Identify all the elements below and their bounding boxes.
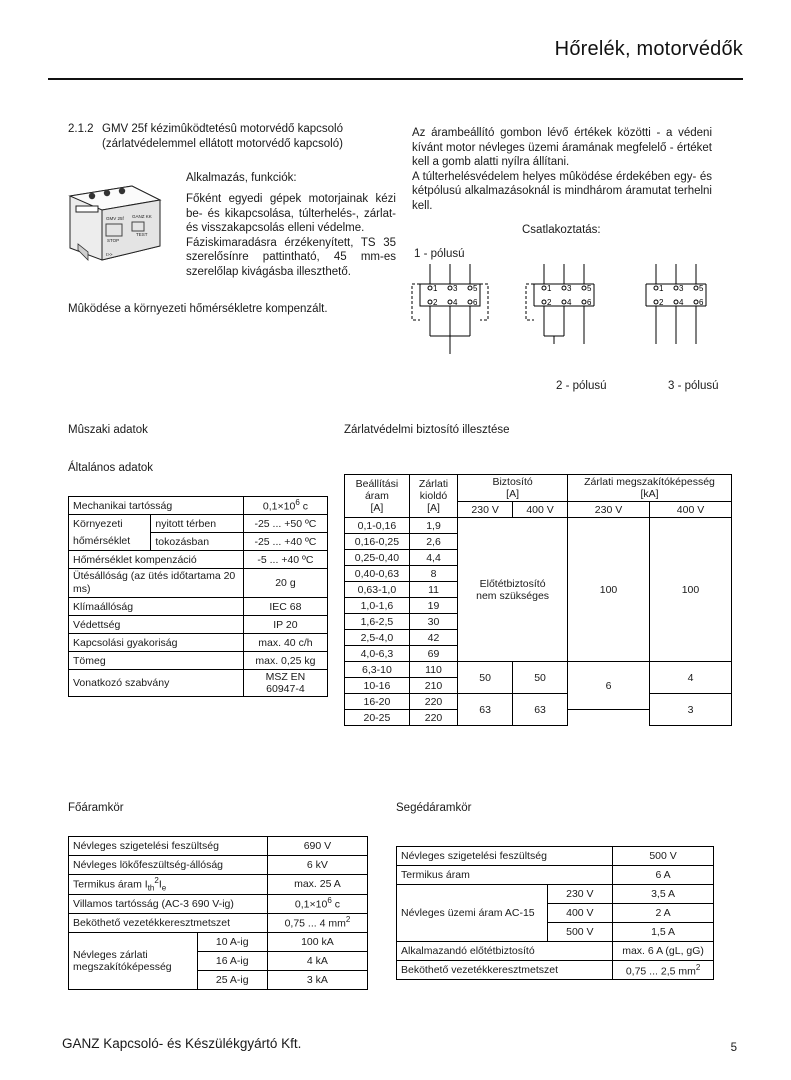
svg-text:1: 1: [547, 284, 552, 293]
cell-name: hőmérséklet: [69, 533, 151, 551]
svg-text:5: 5: [473, 284, 478, 293]
cell-value: -5 ... +40 ºC: [243, 551, 327, 569]
cell-range: 0,63-1,0: [345, 582, 410, 598]
svg-text:1: 1: [659, 284, 664, 293]
cell-bc-400-top: 100: [649, 518, 731, 662]
cell-range: 4,0-6,3: [345, 646, 410, 662]
cell-rating: 16 A-ig: [197, 951, 267, 970]
svg-text:1: 1: [433, 284, 438, 293]
cell-value: $0,1\times 10^6$ c: [267, 894, 367, 913]
label-technical-data: Mûszaki adatok: [68, 424, 148, 436]
cell-trip: 42: [409, 630, 457, 646]
cell-value: 20 g: [243, 569, 327, 598]
pole2-label: 2 - pólusú: [556, 380, 607, 392]
cell-trip: 4,4: [409, 550, 457, 566]
cell-trip: 11: [409, 582, 457, 598]
cell-name: Termikus áram $I_{th}^2I_e$: [69, 875, 268, 895]
svg-text:5: 5: [587, 284, 592, 293]
section-heading: [68, 122, 398, 152]
cell-trip: 220: [409, 694, 457, 710]
cell-value: max. 40 c/h: [243, 634, 327, 652]
svg-text:6: 6: [473, 298, 478, 307]
cell-trip: 2,6: [409, 534, 457, 550]
cell-value: MSZ EN 60947-4: [243, 670, 327, 697]
cell-trip: 19: [409, 598, 457, 614]
cell-value: $0,1\times 10^6$ c: [243, 497, 327, 515]
svg-text:2: 2: [547, 298, 552, 307]
cell-value: 0,75 ... 4 $mm^2$: [267, 913, 367, 932]
cell-value: -25 ... +50 ºC: [243, 515, 327, 533]
cell-fuse-note: Előtétbiztosító nem szükséges: [458, 518, 568, 662]
label-general-data: Általános adatok: [68, 462, 154, 474]
main-circuit-table: [68, 836, 368, 990]
cell-rating: 25 A-ig: [197, 970, 267, 989]
cell-value: 4 kA: [267, 951, 367, 970]
device-photo: [62, 172, 170, 264]
cell-value: -25 ... +40 ºC: [243, 533, 327, 551]
cell-name: Beköthető vezetékkeresztmetszet: [69, 913, 268, 932]
table-row: [397, 885, 714, 904]
cell-value: max. 25 A: [267, 875, 367, 895]
table-row: [69, 616, 328, 634]
cell-voltage: 500 V: [547, 923, 613, 942]
cell-value: 690 V: [267, 837, 367, 856]
cell-fuse-400-b: 63: [513, 694, 568, 726]
cell-range: 2,5-4,0: [345, 630, 410, 646]
table-row: [345, 518, 732, 534]
footer-company: GANZ Kapcsoló- és Készülékgyártó Kft.: [62, 1036, 302, 1051]
cell-range: 0,1-0,16: [345, 518, 410, 534]
cell-subname: tokozásban: [151, 533, 244, 551]
cell-trip: 1,9: [409, 518, 457, 534]
cell-value: 6 kV: [267, 856, 367, 875]
cell-value: 3 kA: [267, 970, 367, 989]
section-number: 2.1.2: [68, 123, 94, 135]
cell-range: 10-16: [345, 678, 410, 694]
svg-text:6: 6: [699, 298, 704, 307]
cell-range: 20-25: [345, 710, 410, 726]
cell-value: 2 A: [613, 904, 714, 923]
usage-paragraph-2: Fáziskimaradásra érzékenyített, TS 35 szerelősínre pattintható, 45 mm-es szerelőlap kivágásba illeszthető.: [186, 236, 396, 278]
table-row: [69, 515, 328, 533]
table-row: [69, 497, 328, 515]
cell-name: Alkalmazandó előtétbiztosító: [397, 942, 613, 961]
header-setting-current: Beállítási áram [A]: [345, 475, 410, 518]
cell-trip: 30: [409, 614, 457, 630]
cell-range: 16-20: [345, 694, 410, 710]
svg-text:2: 2: [433, 298, 438, 307]
page-title: Hőrelék, motorvédők: [554, 38, 743, 60]
table-row: [69, 837, 368, 856]
svg-text:6: 6: [587, 298, 592, 307]
cell-trip: 8: [409, 566, 457, 582]
cell-range: 0,40-0,63: [345, 566, 410, 582]
cell-name: Villamos tartósság (AC-3 690 V-ig): [69, 894, 268, 913]
svg-text:3: 3: [679, 284, 684, 293]
cell-name: Beköthető vezetékkeresztmetszet: [397, 961, 613, 980]
table-row: [69, 569, 328, 598]
cell-name: Névleges szigetelési feszültség: [397, 847, 613, 866]
cell-value: 100 kA: [267, 932, 367, 951]
cell-value: max. 6 A (gL, gG): [613, 942, 714, 961]
table-row: [397, 961, 714, 980]
table-row: [69, 533, 328, 551]
svg-text:3: 3: [567, 284, 572, 293]
table-row: [69, 670, 328, 697]
cell-voltage: 230 V: [547, 885, 613, 904]
header-trip-current: Zárlati kioldó [A]: [409, 475, 457, 518]
svg-text:4: 4: [567, 298, 572, 307]
table-row: [345, 662, 732, 678]
table-row: [397, 847, 714, 866]
cell-name: Környezeti: [69, 515, 151, 533]
footer-page-number: 5: [730, 1042, 737, 1054]
cell-name: Névleges szigetelési feszültség: [69, 837, 268, 856]
cell-name: Névleges lökőfeszültség-állóság: [69, 856, 268, 875]
table-row: [69, 598, 328, 616]
header-bc-400: 400 V: [649, 502, 731, 518]
cell-fuse-230-a: 50: [458, 662, 513, 694]
fuse-matching-table: [344, 474, 732, 726]
section-title-line1: GMV 25f kézimûködtetésû motorvédő kapcsoló: [102, 123, 343, 135]
cell-name: Termikus áram: [397, 866, 613, 885]
label-fuse-matching: Zárlatvédelmi biztosító illesztése: [344, 424, 510, 436]
cell-value: 500 V: [613, 847, 714, 866]
cell-range: 6,3-10: [345, 662, 410, 678]
label-aux-circuit: Segédáramkör: [396, 802, 472, 814]
header-fuse: Biztosító [A]: [458, 475, 568, 502]
general-data-table: [68, 496, 328, 697]
cell-name: Tömeg: [69, 652, 244, 670]
usage-body: [186, 192, 396, 280]
usage-paragraph-3: Mûködése a környezeti hőmérsékletre kompenzált.: [68, 303, 328, 315]
usage-paragraph-1: Főként egyedi gépek motorjainak kézi be- és kikapcsolása, túlterhelés-, zárlat- és visszakapcsolás elleni védelme.: [186, 193, 396, 235]
cell-bc-400-mid: 4: [649, 662, 731, 694]
cell-rating: 10 A-ig: [197, 932, 267, 951]
header-fuse-400: 400 V: [513, 502, 568, 518]
table-row: [345, 694, 732, 710]
connection-title: Csatlakoztatás:: [522, 224, 601, 236]
cell-trip: 220: [409, 710, 457, 726]
cell-name: Névleges üzemi áram AC-15: [397, 885, 548, 942]
svg-text:STOP: STOP: [107, 238, 120, 243]
svg-text:4: 4: [453, 298, 458, 307]
section-title-line2: (zárlatvédelemmel ellátott motorvédő kapcsoló): [102, 138, 343, 150]
cell-name: Klímaállóság: [69, 598, 244, 616]
header-fuse-230: 230 V: [458, 502, 513, 518]
svg-text:3: 3: [453, 284, 458, 293]
cell-value: max. 0,25 kg: [243, 652, 327, 670]
cell-fuse-400-a: 50: [513, 662, 568, 694]
pole1-label: 1 - pólusú: [414, 248, 465, 260]
table-row: [69, 875, 368, 895]
header-bc-230: 230 V: [568, 502, 650, 518]
wiring-diagrams: [406, 258, 746, 370]
aux-circuit-table: [396, 846, 714, 980]
table-row: [69, 856, 368, 875]
cell-value: 6 A: [613, 866, 714, 885]
cell-name: Hőmérséklet kompenzáció: [69, 551, 244, 569]
table-row: [69, 894, 368, 913]
cell-value: IP 20: [243, 616, 327, 634]
header-breaking-capacity: Zárlati megszakítóképesség [kA]: [568, 475, 732, 502]
table-row: [397, 866, 714, 885]
svg-text:GANZ KK: GANZ KK: [132, 214, 152, 219]
cell-name-breaking: Névleges zárlati megszakítóképesség: [69, 932, 198, 989]
right-column-text: [412, 126, 712, 214]
cell-bc-230-top: 100: [568, 518, 650, 662]
usage-title: Alkalmazás, funkciók:: [186, 172, 297, 184]
cell-value: 0,75 ... 2,5 $mm^2$: [613, 961, 714, 980]
cell-trip: 110: [409, 662, 457, 678]
right-paragraph-1: Az árambeállító gombon lévő értékek közötti - a védeni kívánt motor névleges üzemi áramának megfelelő - értéket kell a gomb alatti nyílra állítani.: [412, 127, 712, 169]
header-divider: [48, 78, 743, 80]
cell-fuse-230-b: 63: [458, 694, 513, 726]
svg-text:4: 4: [679, 298, 684, 307]
table-row: [69, 652, 328, 670]
table-header-row: [345, 475, 732, 502]
cell-bc-400-bottom: 3: [649, 694, 731, 726]
label-main-circuit: Főáramkör: [68, 802, 124, 814]
cell-trip: 210: [409, 678, 457, 694]
svg-text:TEST: TEST: [136, 232, 148, 237]
table-row: [69, 634, 328, 652]
table-row: [69, 932, 368, 951]
cell-name: Vonatkozó szabvány: [69, 670, 244, 697]
table-row: [69, 913, 368, 932]
pole3-label: 3 - pólusú: [668, 380, 719, 392]
svg-text:I>>: I>>: [106, 252, 113, 257]
cell-name: Ütésállóság (az ütés időtartama 20 ms): [69, 569, 244, 598]
table-row: [397, 942, 714, 961]
svg-text:2: 2: [659, 298, 664, 307]
right-paragraph-2: A túlterhelésvédelem helyes mûködése érdekében egy- és kétpólusú alkalmazásoknál is mindhárom áramutat terhelni kell.: [412, 170, 712, 212]
cell-name: Kapcsolási gyakoriság: [69, 634, 244, 652]
cell-subname: nyitott térben: [151, 515, 244, 533]
svg-text:GMV 25f: GMV 25f: [106, 216, 124, 221]
cell-voltage: 400 V: [547, 904, 613, 923]
cell-value: 3,5 A: [613, 885, 714, 904]
svg-text:5: 5: [699, 284, 704, 293]
cell-range: 1,6-2,5: [345, 614, 410, 630]
cell-bc-230-bottom: 6: [568, 662, 650, 710]
cell-trip: 69: [409, 646, 457, 662]
cell-range: 0,25-0,40: [345, 550, 410, 566]
cell-name: Mechanikai tartósság: [69, 497, 244, 515]
table-row: [69, 551, 328, 569]
cell-value: IEC 68: [243, 598, 327, 616]
cell-range: 0,16-0,25: [345, 534, 410, 550]
cell-name: Védettség: [69, 616, 244, 634]
cell-value: 1,5 A: [613, 923, 714, 942]
cell-range: 1,0-1,6: [345, 598, 410, 614]
